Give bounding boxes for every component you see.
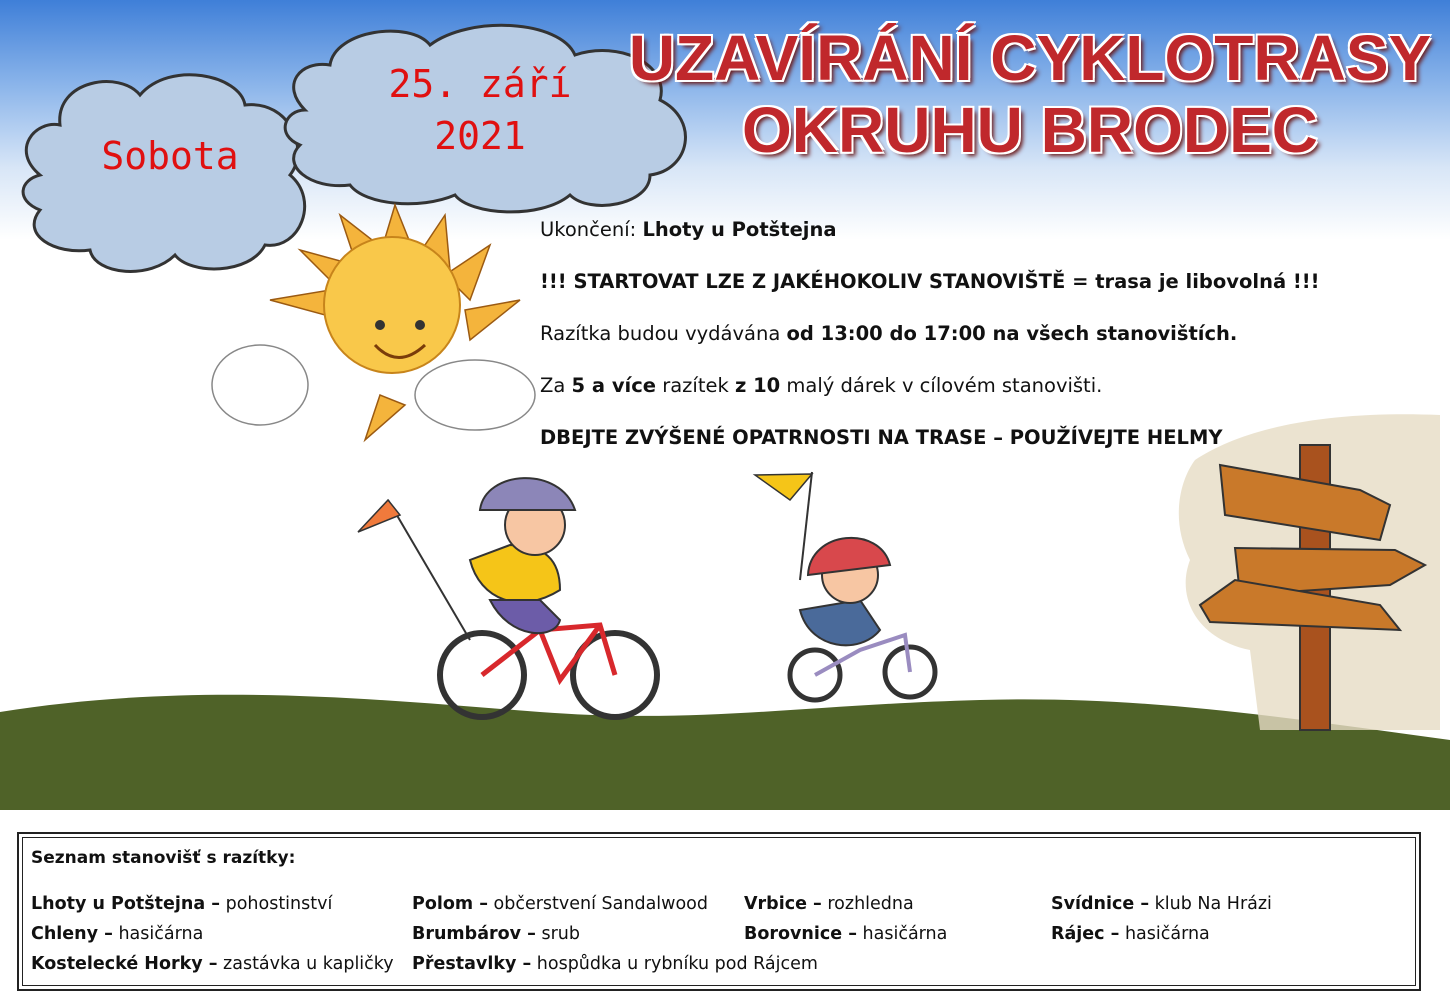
- info-block: [540, 218, 1340, 478]
- finish-label: Ukončení:: [540, 218, 643, 241]
- page-title: [610, 22, 1450, 166]
- station-name: Polom –: [412, 894, 488, 914]
- gift-text-1: Za: [540, 374, 572, 397]
- station-name: Borovnice –: [744, 924, 857, 944]
- station-name: Vrbice –: [744, 894, 822, 914]
- date-line-1: 25. září: [388, 62, 572, 106]
- station-name: Brumbárov –: [412, 924, 536, 944]
- list-item: [744, 922, 947, 952]
- stations-column-3: [744, 892, 947, 952]
- station-name: Přestavlky –: [412, 954, 532, 974]
- stamps-line: [540, 322, 1340, 345]
- station-name: Kostelecké Horky –: [31, 954, 218, 974]
- list-item: [1051, 892, 1272, 922]
- list-item: [744, 892, 947, 922]
- station-detail: rozhledna: [821, 894, 914, 914]
- station-detail: hasičárna: [1119, 924, 1210, 944]
- list-item: [31, 952, 394, 982]
- warning-line: [540, 426, 1340, 449]
- station-detail: srub: [535, 924, 580, 944]
- warning-text: DBEJTE ZVÝŠENÉ OPATRNOSTI NA TRASE – POUŽÍVEJTE HELMY: [540, 426, 1223, 449]
- title-line-2: OKRUHU BRODEC: [742, 94, 1318, 166]
- stations-title: Seznam stanovišť s razítky:: [31, 848, 296, 868]
- station-detail: zastávka u kapličky: [217, 954, 394, 974]
- girl-cyclist-icon: [755, 472, 935, 700]
- start-note-text: !!! STARTOVAT LZE Z JAKÉHOKOLIV STANOVIŠTĚ = trasa je libovolná !!!: [540, 270, 1320, 293]
- station-detail: hospůdka u rybníku pod Rájcem: [531, 954, 818, 974]
- start-note: [540, 270, 1340, 293]
- date-label: [370, 62, 590, 158]
- gift-text-3: razítek: [656, 374, 735, 397]
- date-line-2: 2021: [434, 114, 526, 158]
- station-detail: hasičárna: [856, 924, 948, 944]
- list-item: [412, 952, 818, 982]
- stations-column-1: [31, 892, 394, 982]
- title-line-1: UZAVÍRÁNÍ CYKLOTRASY: [628, 22, 1432, 94]
- grass-hill: [0, 695, 1450, 810]
- list-item: [31, 892, 394, 922]
- station-name: Lhoty u Potštejna –: [31, 894, 221, 914]
- stations-column-4: [1051, 892, 1272, 952]
- station-detail: občerstvení Sandalwood: [487, 894, 708, 914]
- gift-text-4: z 10: [734, 374, 781, 397]
- gift-text-5: malý dárek v cílovém stanovišti.: [780, 374, 1103, 397]
- list-item: [31, 922, 394, 952]
- gift-text-2: 5 a více: [571, 374, 656, 397]
- station-detail: klub Na Hrázi: [1149, 894, 1272, 914]
- finish-line: [540, 218, 1340, 241]
- station-detail: hasičárna: [112, 924, 204, 944]
- station-detail: pohostinství: [220, 894, 333, 914]
- station-name: Svídnice –: [1051, 894, 1150, 914]
- station-name: Chleny –: [31, 924, 113, 944]
- gift-line: [540, 374, 1340, 397]
- stamps-time: od 13:00 do 17:00 na všech stanovištích.: [786, 322, 1238, 345]
- day-label: Sobota: [101, 134, 239, 178]
- stations-box: [17, 832, 1421, 991]
- stamps-prefix: Razítka budou vydávána: [540, 322, 787, 345]
- station-name: Rájec –: [1051, 924, 1120, 944]
- finish-place: Lhoty u Potštejna: [642, 218, 837, 241]
- list-item: [1051, 922, 1272, 952]
- boy-cyclist-icon: [358, 478, 657, 717]
